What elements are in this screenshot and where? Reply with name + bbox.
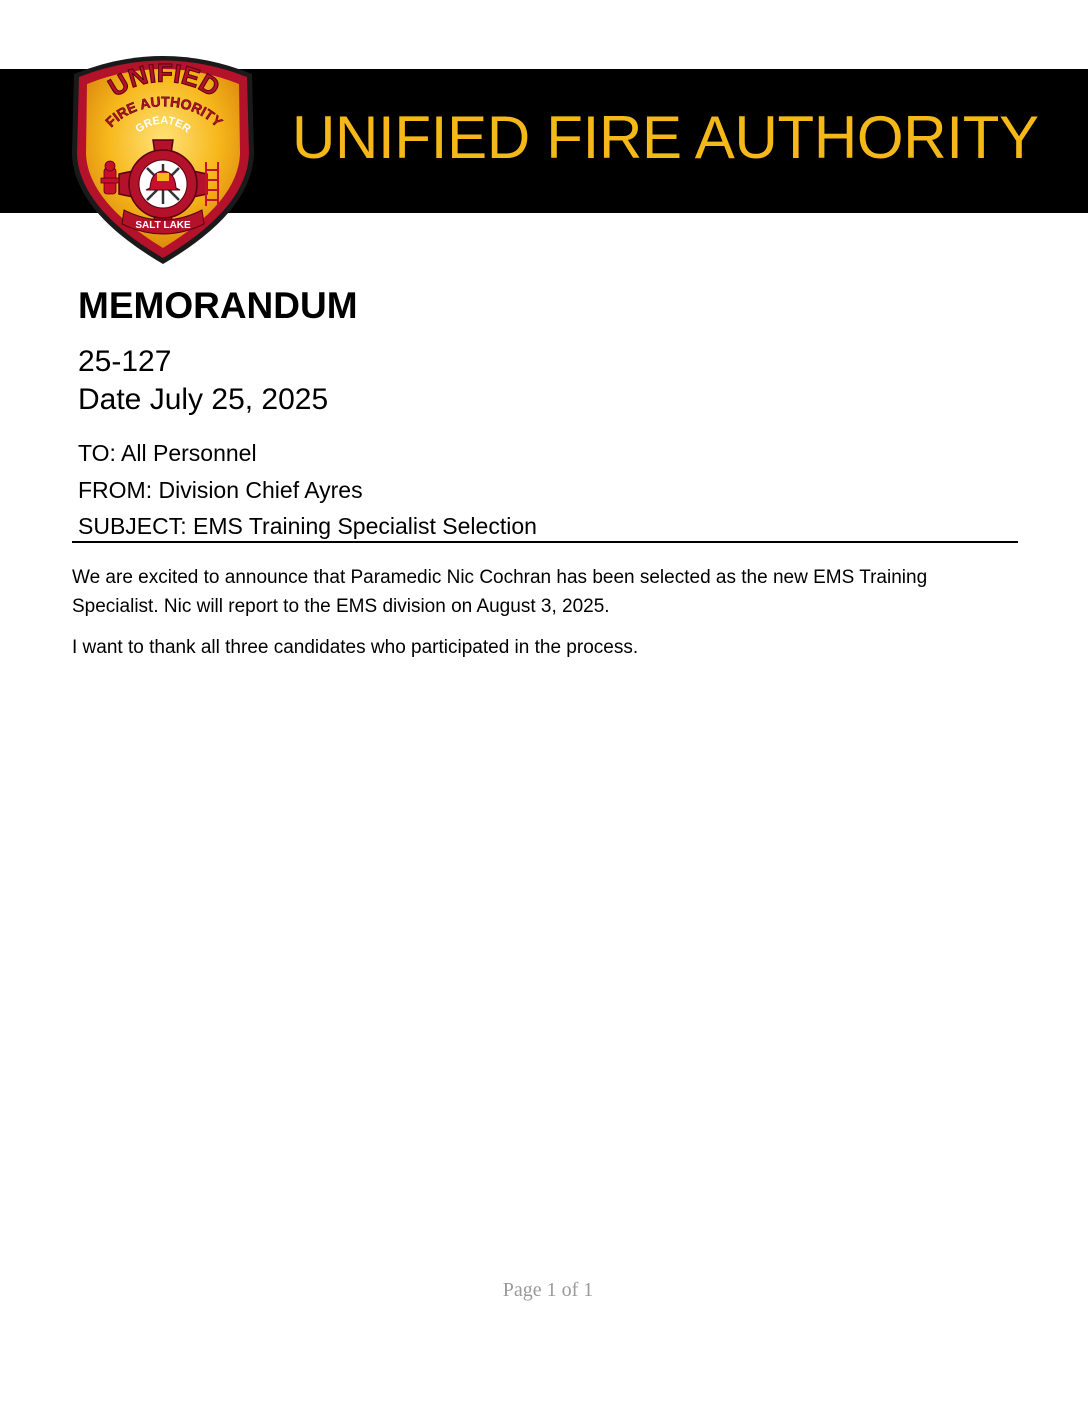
memo-number: 25-127 bbox=[78, 345, 172, 378]
memo-subject-line: SUBJECT: EMS Training Specialist Selection bbox=[78, 513, 537, 539]
svg-text:SALT LAKE: SALT LAKE bbox=[135, 220, 191, 231]
svg-text:FIRE AUTHORITY: FIRE AUTHORITY bbox=[102, 93, 226, 131]
body-paragraph: I want to thank all three candidates who participated in the process. bbox=[72, 637, 639, 658]
memo-date: Date July 25, 2025 bbox=[78, 383, 329, 416]
memo-from-line: FROM: Division Chief Ayres bbox=[78, 477, 363, 503]
header-divider bbox=[72, 541, 1018, 543]
memo-to-line: TO: All Personnel bbox=[78, 440, 257, 466]
svg-text:UNIFIED: UNIFIED bbox=[102, 57, 226, 103]
page-number: Page 1 of 1 bbox=[502, 1279, 594, 1301]
svg-text:GREATER: GREATER bbox=[133, 114, 193, 136]
memo-heading: MEMORANDUM bbox=[78, 285, 358, 326]
body-paragraph: We are excited to announce that Paramedic Nic Cochran has been selected as the new EMS Training Specialist. Nic will report to the EMS division on August 3, 2025. bbox=[72, 567, 928, 617]
org-title: UNIFIED FIRE AUTHORITY bbox=[292, 104, 1039, 171]
fire-department-badge-icon bbox=[62, 44, 264, 268]
